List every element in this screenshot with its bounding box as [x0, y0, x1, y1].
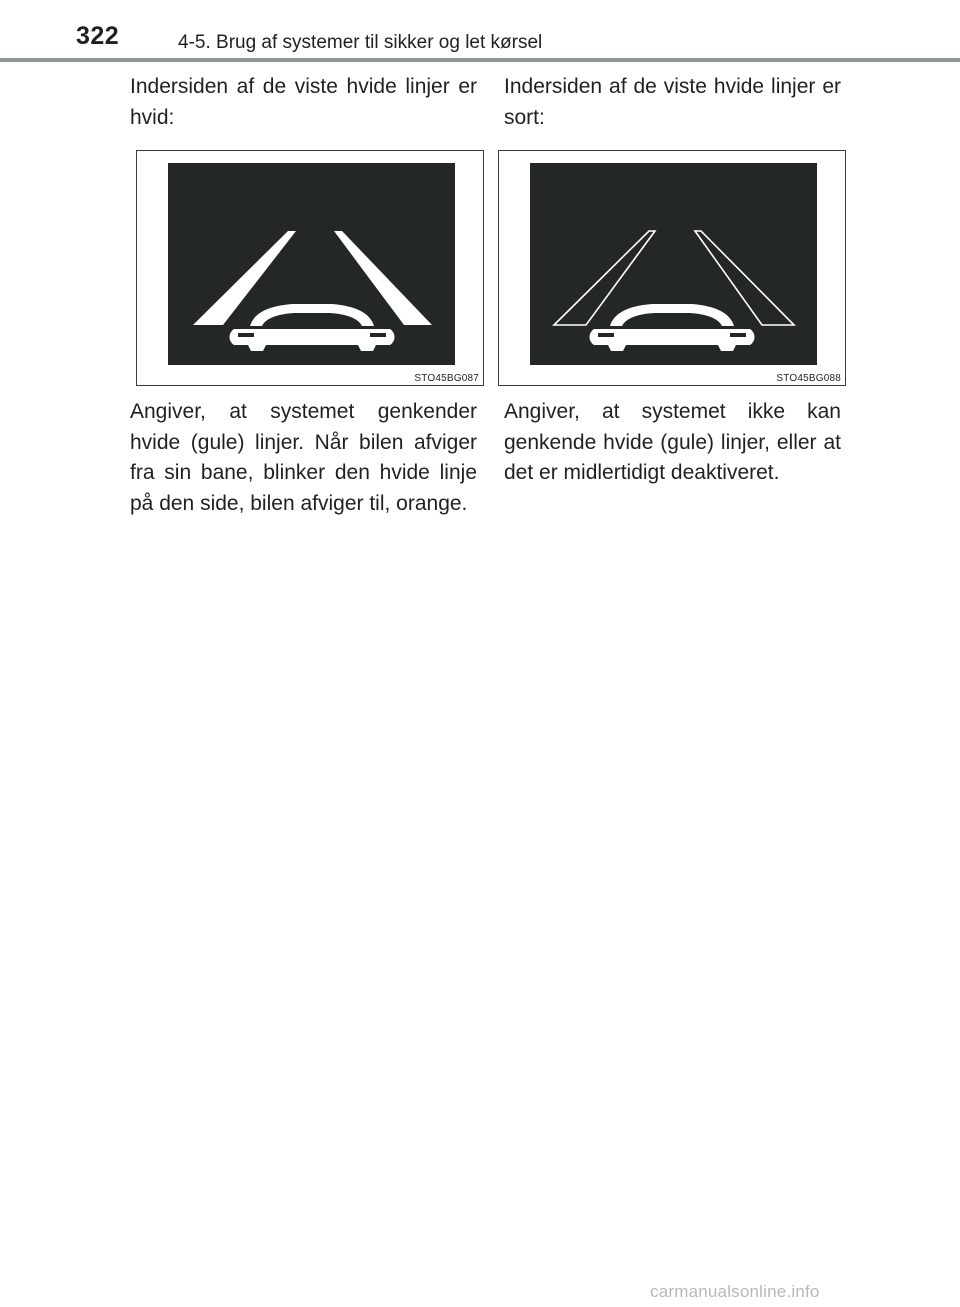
display-screen: [530, 163, 817, 365]
right-description: Angiver, at systemet ikke kan genkende hvide (gule) linjer, eller at det er midlertidigt deaktiveret.: [504, 400, 841, 484]
left-description: Angiver, at systemet genkender hvide (gule) linjer. Når bilen afviger fra sin bane, blinker den hvide linje på den side, bilen afviger til, orange.: [130, 400, 477, 515]
left-heading: Indersiden af de viste hvide linjer er hvid:: [130, 75, 477, 129]
watermark: carmanualsonline.info: [650, 1282, 820, 1301]
header-divider: [0, 58, 960, 62]
figure-code: STO45BG088: [776, 373, 841, 384]
figure-code: STO45BG087: [414, 373, 479, 384]
vehicle-icon: [230, 304, 395, 351]
right-heading: Indersiden af de viste hvide linjer er sort:: [504, 75, 841, 129]
display-screen: [168, 163, 455, 365]
page-number: 322: [76, 22, 120, 50]
figure-lines-recognized: [136, 150, 484, 386]
vehicle-icon: [590, 304, 755, 351]
section-title: 4-5. Brug af systemer til sikker og let kørsel: [178, 32, 543, 53]
page-header: [0, 0, 960, 62]
lane-display-illustration: [168, 163, 455, 365]
lane-display-illustration: [530, 163, 817, 365]
figure-lines-not-recognized: [498, 150, 846, 386]
